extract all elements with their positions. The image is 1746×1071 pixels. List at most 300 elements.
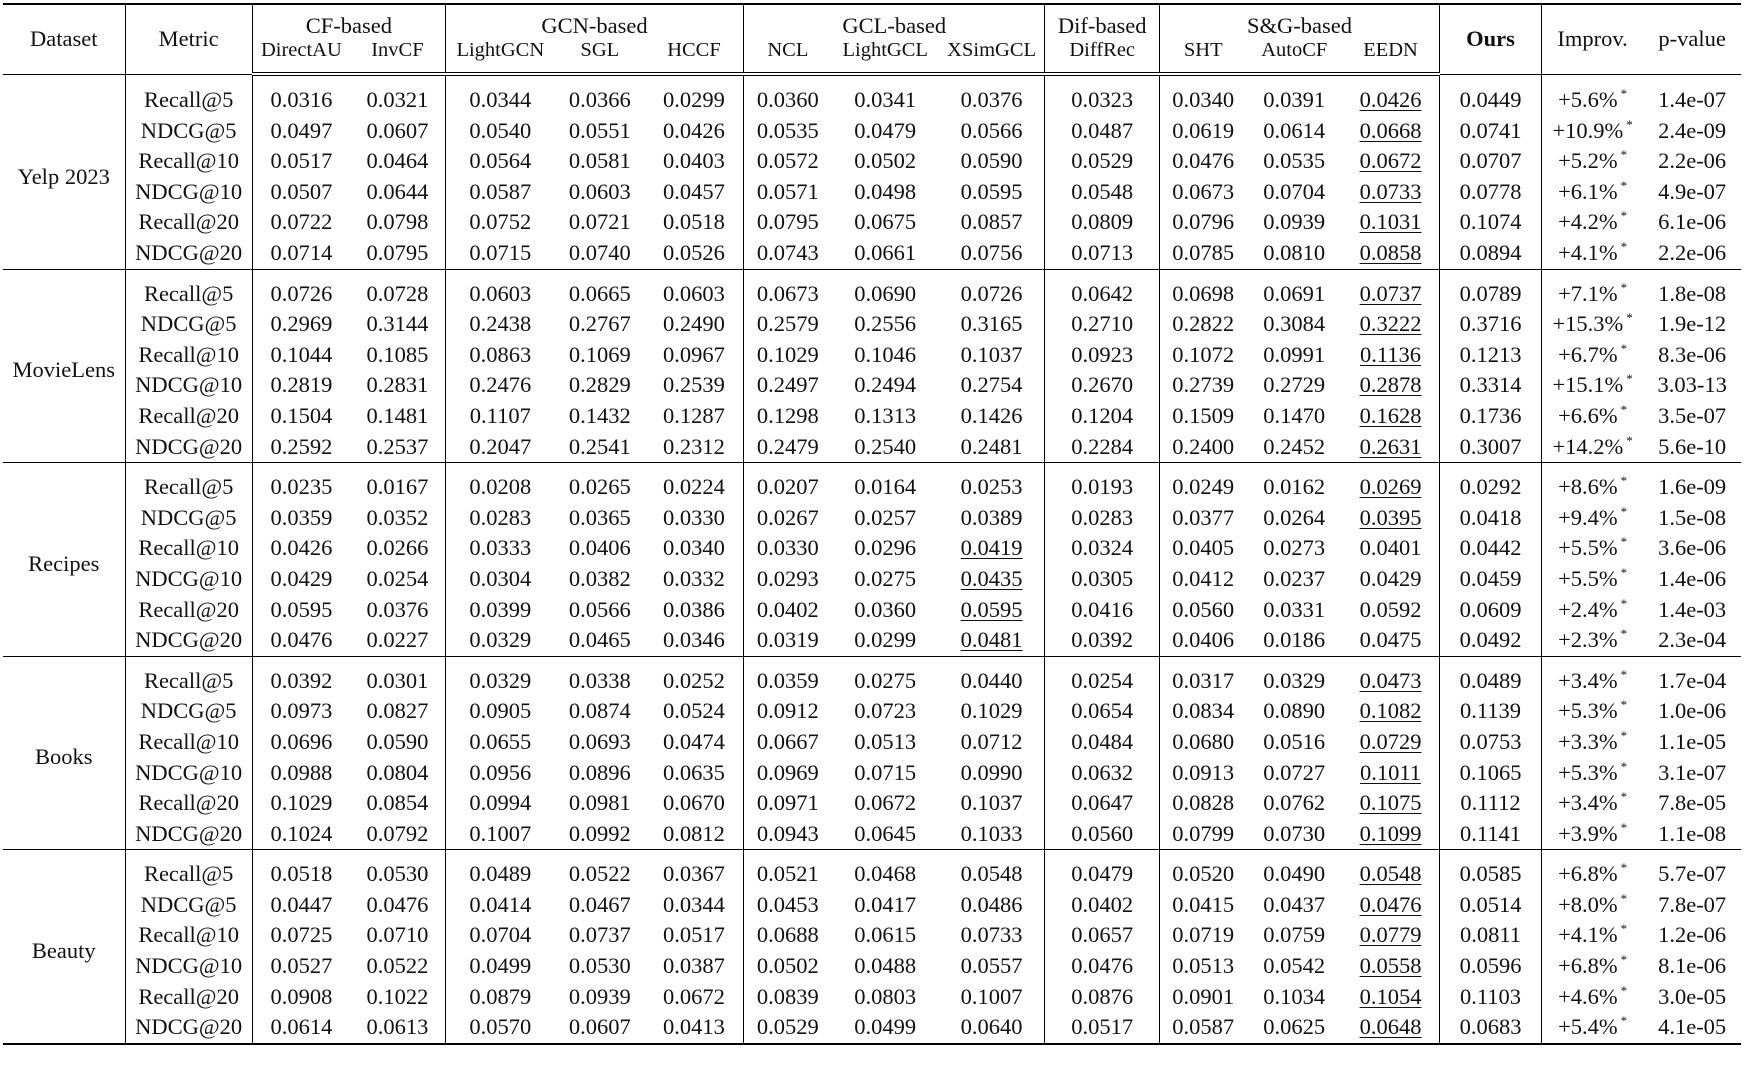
metric-cell: Recall@5 bbox=[125, 85, 252, 116]
improvement-value: +8.0% bbox=[1558, 891, 1618, 917]
model-header-eedn: EEDN bbox=[1342, 38, 1440, 74]
value-cell: 0.0299 bbox=[854, 627, 917, 653]
value-cell: 0.1107 bbox=[445, 401, 554, 432]
value-cell: 0.2831 bbox=[366, 372, 429, 398]
spacer-cell bbox=[1342, 656, 1440, 666]
value-cell: 0.0338 bbox=[568, 667, 631, 693]
second-best-value bbox=[939, 595, 1045, 626]
value-cell: 0.0614 bbox=[252, 1012, 350, 1044]
spacer-cell bbox=[125, 74, 252, 85]
second-best-value bbox=[1342, 177, 1440, 208]
value-cell: 0.0273 bbox=[1263, 535, 1326, 561]
value-cell: 0.2476 bbox=[445, 370, 554, 401]
spacer-cell bbox=[252, 74, 350, 85]
value-cell: 0.2829 bbox=[568, 372, 631, 398]
spacer-cell bbox=[744, 74, 832, 85]
spacer-cell bbox=[555, 463, 645, 473]
value-cell: 0.0564 bbox=[445, 146, 554, 177]
value-cell: 0.0317 bbox=[1159, 666, 1246, 697]
value-cell: 0.0727 bbox=[1263, 759, 1326, 785]
metric-cell: Recall@10 bbox=[125, 146, 252, 177]
second-best-underline: 0.2878 bbox=[1359, 372, 1422, 398]
value-cell: 0.0693 bbox=[568, 728, 631, 754]
table-row bbox=[3, 503, 1741, 534]
spacer-cell bbox=[1643, 656, 1741, 666]
spacer-cell bbox=[1246, 74, 1341, 85]
spacer-cell bbox=[125, 656, 252, 666]
value-cell: 0.0988 bbox=[252, 757, 350, 788]
value-cell: 0.0529 bbox=[744, 1012, 832, 1044]
value-cell: 0.0572 bbox=[744, 146, 832, 177]
table-row bbox=[3, 788, 1741, 819]
metric-cell: Recall@5 bbox=[125, 472, 252, 503]
value-cell: 0.0994 bbox=[445, 788, 554, 819]
value-cell: 0.1432 bbox=[568, 402, 631, 428]
table-row bbox=[3, 116, 1741, 147]
second-best-value bbox=[939, 564, 1045, 595]
spacer-cell bbox=[555, 656, 645, 666]
metric-cell: Recall@5 bbox=[125, 666, 252, 697]
significance-star: * bbox=[1620, 86, 1628, 102]
ours-value: 0.0292 bbox=[1440, 472, 1542, 503]
spacer-cell bbox=[350, 269, 445, 279]
improvement-value: +8.6% bbox=[1558, 474, 1618, 500]
ours-header: Ours bbox=[1440, 4, 1542, 74]
second-best-underline: 0.0395 bbox=[1359, 504, 1422, 530]
improvement-cell bbox=[1541, 238, 1643, 269]
significance-star: * bbox=[1626, 432, 1633, 448]
value-cell: 0.0376 bbox=[960, 87, 1023, 113]
spacer-cell bbox=[832, 269, 939, 279]
value-cell: 0.0283 bbox=[1045, 503, 1160, 534]
improvement-value: +2.4% bbox=[1558, 596, 1618, 622]
second-best-underline: 0.1628 bbox=[1359, 402, 1422, 428]
value-cell: 0.0331 bbox=[1263, 596, 1326, 622]
significance-star: * bbox=[1620, 147, 1628, 163]
value-cell: 0.0691 bbox=[1263, 280, 1326, 306]
value-cell: 0.0714 bbox=[252, 238, 350, 269]
value-cell: 0.0956 bbox=[445, 757, 554, 788]
value-cell: 0.0399 bbox=[445, 595, 554, 626]
value-cell: 0.0305 bbox=[1045, 564, 1160, 595]
value-cell: 0.0715 bbox=[854, 759, 917, 785]
spacer-cell bbox=[1342, 463, 1440, 473]
model-header-sgl: SGL bbox=[555, 38, 645, 74]
value-cell: 0.0518 bbox=[252, 859, 350, 890]
table-row bbox=[3, 859, 1741, 890]
improvement-value: +4.1% bbox=[1558, 922, 1618, 948]
value-cell: 0.0704 bbox=[445, 920, 554, 951]
metric-cell: Recall@20 bbox=[125, 207, 252, 238]
second-best-underline: 0.0668 bbox=[1359, 117, 1422, 143]
significance-star: * bbox=[1620, 819, 1628, 835]
value-cell: 0.0479 bbox=[854, 117, 917, 143]
ours-value: 0.0609 bbox=[1440, 595, 1542, 626]
significance-star: * bbox=[1620, 666, 1628, 682]
value-cell: 0.0365 bbox=[568, 504, 631, 530]
second-best-value bbox=[1342, 207, 1440, 238]
spacer-cell bbox=[1159, 463, 1246, 473]
value-cell: 0.2729 bbox=[1263, 372, 1326, 398]
second-best-value bbox=[1342, 340, 1440, 371]
value-cell: 0.0447 bbox=[252, 890, 350, 921]
value-cell: 0.0913 bbox=[1159, 757, 1246, 788]
value-cell: 0.0905 bbox=[445, 696, 554, 727]
value-cell: 0.0252 bbox=[663, 667, 725, 693]
value-cell: 0.0426 bbox=[663, 117, 725, 143]
improvement-cell bbox=[1541, 595, 1643, 626]
value-cell: 0.0613 bbox=[366, 1014, 429, 1040]
value-cell: 0.0207 bbox=[744, 472, 832, 503]
value-cell: 0.0275 bbox=[854, 565, 917, 591]
value-cell: 0.0710 bbox=[366, 922, 429, 948]
value-cell: 0.0329 bbox=[445, 625, 554, 656]
value-cell: 0.0403 bbox=[663, 148, 725, 174]
spacer-cell bbox=[1159, 269, 1246, 279]
value-cell: 0.0516 bbox=[1263, 728, 1326, 754]
spacer-cell bbox=[1643, 463, 1741, 473]
spacer-cell bbox=[252, 269, 350, 279]
value-cell: 0.0520 bbox=[1159, 859, 1246, 890]
significance-star: * bbox=[1620, 890, 1628, 906]
improvement-value: +5.6% bbox=[1558, 87, 1618, 113]
significance-star: * bbox=[1626, 371, 1633, 387]
spacer-cell bbox=[645, 74, 744, 85]
ours-value: 0.0489 bbox=[1440, 666, 1542, 697]
value-cell: 0.2556 bbox=[854, 311, 917, 337]
value-cell: 0.0551 bbox=[568, 117, 631, 143]
value-cell: 0.0647 bbox=[1045, 788, 1160, 819]
value-cell: 0.0690 bbox=[854, 280, 917, 306]
value-cell: 0.0476 bbox=[1159, 146, 1246, 177]
improvement-value: +4.1% bbox=[1558, 240, 1618, 266]
table-row bbox=[3, 564, 1741, 595]
second-best-value bbox=[1342, 309, 1440, 340]
table-row bbox=[3, 982, 1741, 1013]
ours-value: 0.1213 bbox=[1440, 340, 1542, 371]
metric-cell: NDCG@20 bbox=[125, 819, 252, 850]
value-cell: 0.1029 bbox=[960, 698, 1023, 724]
metric-cell: NDCG@5 bbox=[125, 696, 252, 727]
value-cell: 0.0319 bbox=[744, 625, 832, 656]
value-cell: 0.0208 bbox=[445, 472, 554, 503]
value-cell: 0.0644 bbox=[366, 178, 429, 204]
second-best-value bbox=[939, 625, 1045, 656]
metric-cell: NDCG@20 bbox=[125, 432, 252, 463]
spacer-cell bbox=[1541, 269, 1643, 279]
significance-star: * bbox=[1620, 564, 1628, 580]
value-cell: 0.2494 bbox=[854, 372, 917, 398]
value-cell: 0.0265 bbox=[568, 474, 631, 500]
value-cell: 0.0405 bbox=[1159, 533, 1246, 564]
dataset-name: MovieLens bbox=[12, 357, 115, 383]
second-best-underline: 0.1136 bbox=[1360, 341, 1422, 367]
value-cell: 0.0257 bbox=[854, 504, 917, 530]
value-cell: 0.0484 bbox=[1045, 727, 1160, 758]
metric-cell: Recall@20 bbox=[125, 401, 252, 432]
improvement-value: +2.3% bbox=[1558, 627, 1618, 653]
pvalue-cell: 1.1e-08 bbox=[1658, 820, 1727, 846]
spacer-cell bbox=[445, 463, 554, 473]
second-best-value bbox=[1342, 951, 1440, 982]
value-cell: 0.0486 bbox=[960, 891, 1023, 917]
value-cell: 0.0756 bbox=[960, 240, 1023, 266]
spacer-row bbox=[3, 463, 1741, 473]
value-cell: 0.0542 bbox=[1263, 953, 1326, 979]
value-cell: 0.0828 bbox=[1159, 788, 1246, 819]
dataset-block bbox=[3, 850, 1741, 1044]
value-cell: 0.0967 bbox=[663, 341, 725, 367]
value-cell: 0.0696 bbox=[252, 727, 350, 758]
ours-value: 0.0894 bbox=[1440, 238, 1542, 269]
significance-star: * bbox=[1620, 758, 1628, 774]
second-best-value bbox=[1342, 727, 1440, 758]
value-cell: 0.0521 bbox=[744, 859, 832, 890]
value-cell: 0.0360 bbox=[744, 85, 832, 116]
dataset-header: Dataset bbox=[30, 26, 98, 51]
metric-cell: NDCG@5 bbox=[125, 116, 252, 147]
value-cell: 0.0834 bbox=[1159, 696, 1246, 727]
spacer-cell bbox=[1159, 656, 1246, 666]
value-cell: 0.0479 bbox=[1045, 859, 1160, 890]
spacer-cell bbox=[1541, 850, 1643, 860]
spacer-cell bbox=[832, 463, 939, 473]
value-cell: 0.2481 bbox=[960, 433, 1023, 459]
value-cell: 0.0981 bbox=[568, 790, 631, 816]
second-best-underline: 0.1075 bbox=[1359, 790, 1422, 816]
value-cell: 0.0344 bbox=[445, 85, 554, 116]
value-cell: 0.0489 bbox=[445, 859, 554, 890]
value-cell: 0.0333 bbox=[445, 533, 554, 564]
value-cell: 0.1069 bbox=[568, 341, 631, 367]
value-cell: 0.1029 bbox=[252, 788, 350, 819]
value-cell: 0.0557 bbox=[960, 953, 1023, 979]
value-cell: 0.0267 bbox=[744, 503, 832, 534]
improvement-cell bbox=[1541, 819, 1643, 850]
value-cell: 0.0475 bbox=[1359, 627, 1422, 653]
value-cell: 0.0367 bbox=[663, 861, 725, 887]
value-cell: 0.0890 bbox=[1263, 698, 1326, 724]
second-best-underline: 0.0729 bbox=[1359, 728, 1422, 754]
value-cell: 0.0467 bbox=[568, 891, 631, 917]
improvement-cell bbox=[1541, 890, 1643, 921]
metric-cell: Recall@10 bbox=[125, 920, 252, 951]
value-cell: 0.0726 bbox=[252, 279, 350, 310]
value-cell: 0.3084 bbox=[1263, 311, 1326, 337]
pvalue-cell: 5.6e-10 bbox=[1658, 433, 1727, 459]
spacer-cell bbox=[1643, 74, 1741, 85]
table-row bbox=[3, 146, 1741, 177]
second-best-underline: 0.1031 bbox=[1359, 209, 1422, 235]
value-cell: 0.0730 bbox=[1263, 820, 1326, 846]
value-cell: 0.0595 bbox=[960, 178, 1023, 204]
improvement-value: +3.3% bbox=[1558, 728, 1618, 754]
model-header-diffrec: DiffRec bbox=[1045, 38, 1160, 74]
metric-cell: NDCG@20 bbox=[125, 1012, 252, 1044]
second-best-underline: 0.0779 bbox=[1359, 922, 1422, 948]
table-row bbox=[3, 819, 1741, 850]
value-cell: 0.0296 bbox=[854, 535, 917, 561]
value-cell: 0.0429 bbox=[252, 564, 350, 595]
value-cell: 0.2539 bbox=[663, 372, 725, 398]
value-cell: 0.0507 bbox=[252, 177, 350, 208]
improvement-cell bbox=[1541, 401, 1643, 432]
metric-cell: Recall@10 bbox=[125, 727, 252, 758]
spacer-cell bbox=[1159, 850, 1246, 860]
value-cell: 0.2490 bbox=[663, 311, 725, 337]
value-cell: 0.0726 bbox=[960, 280, 1023, 306]
spacer-cell bbox=[1045, 656, 1160, 666]
value-cell: 0.0804 bbox=[366, 759, 429, 785]
value-cell: 0.0529 bbox=[1045, 146, 1160, 177]
spacer-cell bbox=[125, 850, 252, 860]
spacer-cell bbox=[939, 656, 1045, 666]
second-best-underline: 0.1082 bbox=[1359, 698, 1422, 724]
second-best-underline: 0.1054 bbox=[1359, 983, 1422, 1009]
pvalue-cell: 5.7e-07 bbox=[1658, 861, 1727, 887]
spacer-cell bbox=[645, 850, 744, 860]
value-cell: 0.2047 bbox=[445, 432, 554, 463]
value-cell: 0.3144 bbox=[366, 311, 429, 337]
ours-value: 0.0707 bbox=[1440, 146, 1542, 177]
value-cell: 0.2497 bbox=[744, 370, 832, 401]
value-cell: 0.0971 bbox=[744, 788, 832, 819]
value-cell: 0.0249 bbox=[1159, 472, 1246, 503]
model-header-ncl: NCL bbox=[744, 38, 832, 74]
value-cell: 0.1426 bbox=[960, 402, 1023, 428]
value-cell: 0.1037 bbox=[960, 341, 1023, 367]
improv-header: Improv. bbox=[1541, 4, 1643, 74]
table-row bbox=[3, 279, 1741, 310]
significance-star: * bbox=[1620, 473, 1628, 489]
value-cell: 0.0785 bbox=[1159, 238, 1246, 269]
improvement-cell bbox=[1541, 666, 1643, 697]
improvement-value: +5.2% bbox=[1558, 148, 1618, 174]
value-cell: 0.2739 bbox=[1159, 370, 1246, 401]
metric-cell: Recall@5 bbox=[125, 859, 252, 890]
model-header-directau: DirectAU bbox=[252, 38, 350, 74]
metric-cell: NDCG@5 bbox=[125, 890, 252, 921]
group-header-sg: S&G-based bbox=[1159, 4, 1439, 38]
pvalue-cell: 3.6e-06 bbox=[1658, 535, 1727, 561]
value-cell: 0.0474 bbox=[663, 728, 725, 754]
value-cell: 0.0412 bbox=[1159, 564, 1246, 595]
improvement-cell bbox=[1541, 757, 1643, 788]
ours-value: 0.0418 bbox=[1440, 503, 1542, 534]
spacer-cell bbox=[1440, 656, 1542, 666]
ours-value: 0.0442 bbox=[1440, 533, 1542, 564]
value-cell: 0.2312 bbox=[663, 433, 725, 459]
value-cell: 0.0592 bbox=[1359, 596, 1422, 622]
pvalue-cell: 4.9e-07 bbox=[1658, 178, 1727, 204]
value-cell: 0.0526 bbox=[663, 240, 725, 266]
value-cell: 0.1024 bbox=[252, 819, 350, 850]
dataset-block bbox=[3, 269, 1741, 463]
value-cell: 0.0762 bbox=[1263, 790, 1326, 816]
second-best-underline: 0.0648 bbox=[1359, 1014, 1422, 1040]
value-cell: 0.0360 bbox=[854, 596, 917, 622]
value-cell: 0.0595 bbox=[252, 595, 350, 626]
value-cell: 0.0389 bbox=[960, 504, 1023, 530]
value-cell: 0.0164 bbox=[854, 474, 917, 500]
value-cell: 0.0476 bbox=[366, 891, 429, 917]
value-cell: 0.0417 bbox=[854, 891, 917, 917]
table-row bbox=[3, 533, 1741, 564]
table-row bbox=[3, 951, 1741, 982]
value-cell: 0.2284 bbox=[1045, 432, 1160, 463]
improvement-cell bbox=[1541, 696, 1643, 727]
pvalue-cell: 1.6e-09 bbox=[1658, 474, 1727, 500]
value-cell: 0.1298 bbox=[744, 401, 832, 432]
dataset-name: Books bbox=[35, 744, 93, 770]
value-cell: 0.0713 bbox=[1045, 238, 1160, 269]
second-best-underline: 0.0269 bbox=[1359, 474, 1422, 500]
value-cell: 0.0392 bbox=[252, 666, 350, 697]
value-cell: 0.1509 bbox=[1159, 401, 1246, 432]
value-cell: 0.0476 bbox=[252, 625, 350, 656]
spacer-cell bbox=[350, 850, 445, 860]
value-cell: 0.0162 bbox=[1263, 474, 1326, 500]
value-cell: 0.0527 bbox=[252, 951, 350, 982]
value-cell: 0.0530 bbox=[366, 861, 429, 887]
significance-star: * bbox=[1620, 952, 1628, 968]
improvement-cell bbox=[1541, 340, 1643, 371]
improvement-cell bbox=[1541, 503, 1643, 534]
value-cell: 0.0809 bbox=[1045, 207, 1160, 238]
pvalue-cell: 8.3e-06 bbox=[1658, 341, 1727, 367]
value-cell: 0.2592 bbox=[252, 432, 350, 463]
value-cell: 0.0632 bbox=[1045, 757, 1160, 788]
model-header-hccf: HCCF bbox=[645, 38, 744, 74]
value-cell: 0.0803 bbox=[854, 983, 917, 1009]
improvement-cell bbox=[1541, 370, 1643, 401]
spacer-cell bbox=[445, 269, 554, 279]
value-cell: 0.0304 bbox=[445, 564, 554, 595]
value-cell: 0.1470 bbox=[1263, 402, 1326, 428]
value-cell: 0.0382 bbox=[568, 565, 631, 591]
second-best-value bbox=[1342, 666, 1440, 697]
ours-value: 0.1112 bbox=[1440, 788, 1542, 819]
ours-value: 0.0449 bbox=[1440, 85, 1542, 116]
value-cell: 0.0722 bbox=[252, 207, 350, 238]
model-header-autocf: AutoCF bbox=[1246, 38, 1341, 74]
spacer-cell bbox=[832, 74, 939, 85]
results-table bbox=[3, 3, 1741, 1045]
pvalue-cell: 3.1e-07 bbox=[1658, 759, 1727, 785]
significance-star: * bbox=[1620, 595, 1628, 611]
spacer-cell bbox=[555, 850, 645, 860]
value-cell: 0.1085 bbox=[366, 341, 429, 367]
ours-value: 0.1139 bbox=[1440, 696, 1542, 727]
second-best-underline: 0.3222 bbox=[1359, 311, 1422, 337]
dataset-block bbox=[3, 656, 1741, 850]
value-cell: 0.2400 bbox=[1159, 432, 1246, 463]
model-header-invcf: InvCF bbox=[350, 38, 445, 74]
value-cell: 0.0619 bbox=[1159, 116, 1246, 147]
value-cell: 0.0991 bbox=[1263, 341, 1326, 367]
second-best-underline: 0.0473 bbox=[1359, 667, 1422, 693]
value-cell: 0.0812 bbox=[663, 820, 725, 846]
value-cell: 0.0490 bbox=[1263, 861, 1326, 887]
spacer-cell bbox=[939, 74, 1045, 85]
value-cell: 0.2479 bbox=[744, 432, 832, 463]
value-cell: 0.0332 bbox=[663, 565, 725, 591]
improvement-value: +15.1% bbox=[1552, 372, 1624, 398]
pvalue-cell: 3.03-13 bbox=[1657, 372, 1727, 398]
improvement-cell bbox=[1541, 85, 1643, 116]
value-cell: 0.0719 bbox=[1159, 920, 1246, 951]
value-cell: 0.0625 bbox=[1263, 1014, 1326, 1040]
